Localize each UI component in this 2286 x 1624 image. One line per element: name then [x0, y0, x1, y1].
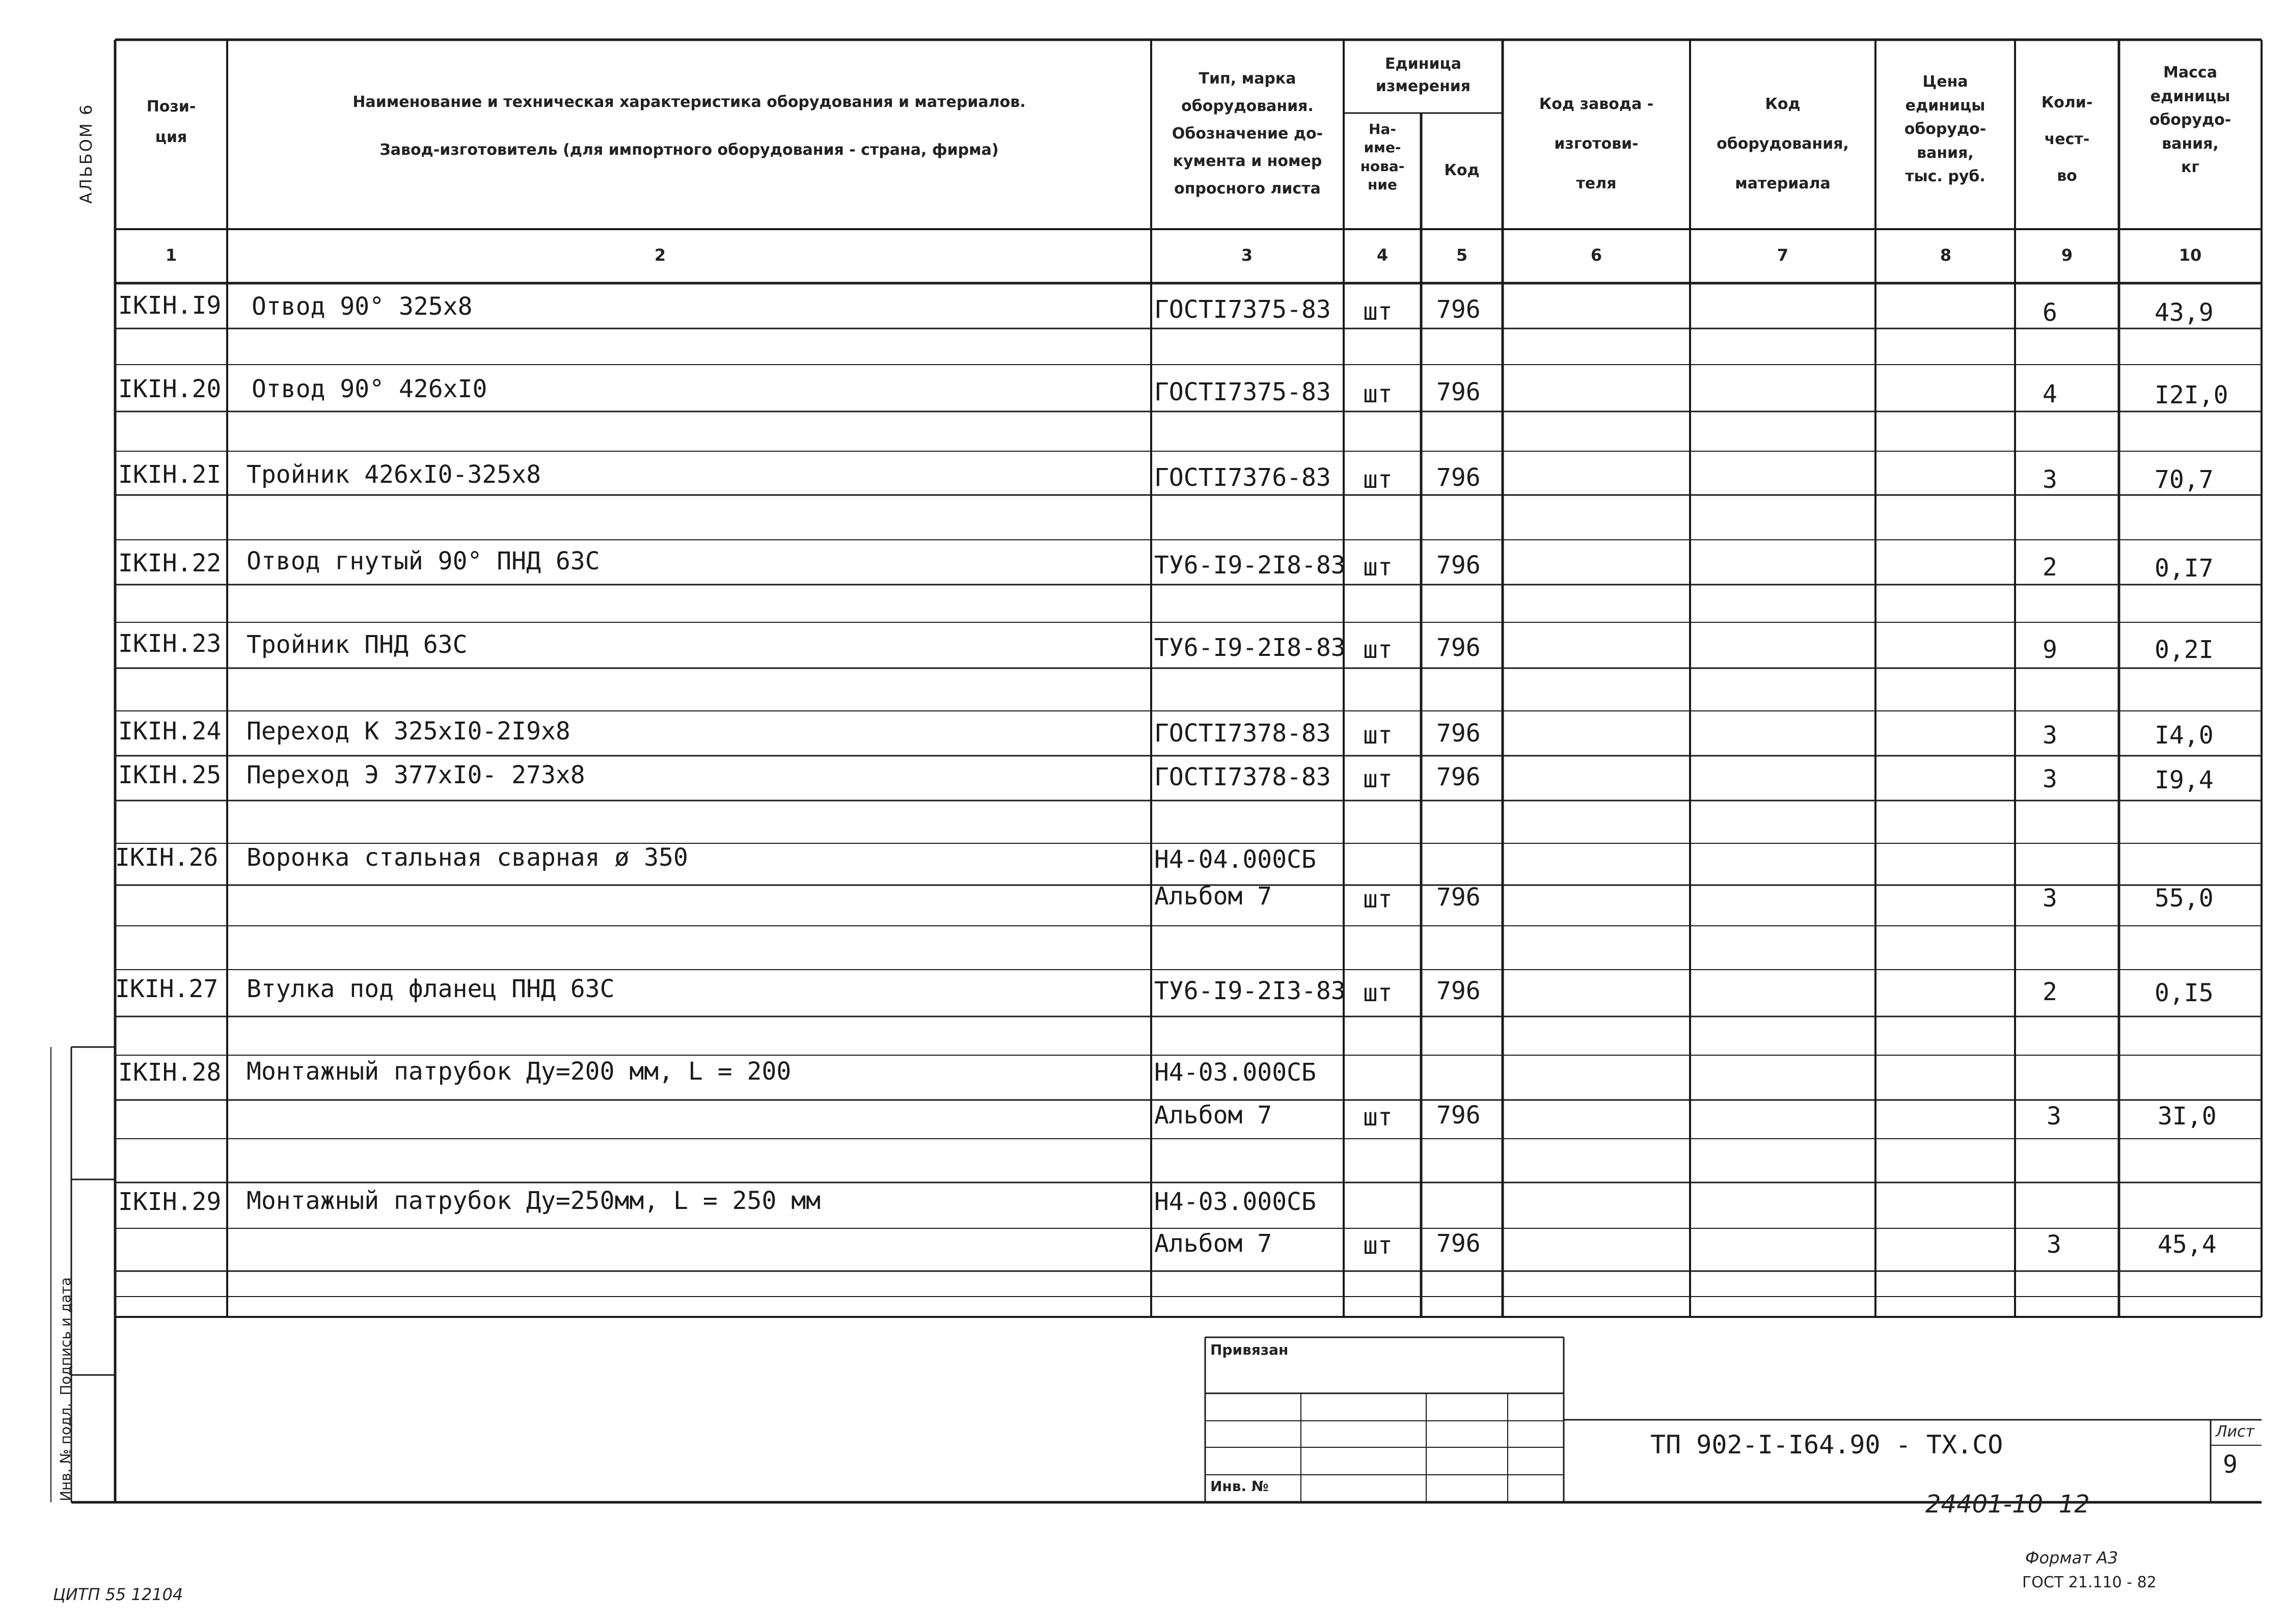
header-quantity: Коли- чест- во	[2041, 94, 2093, 185]
row-position: IKIH.28	[118, 1058, 222, 1087]
row-type-secondary: Альбом 7	[1154, 1101, 1272, 1130]
row-type: ТУ6-I9-2I3-83	[1154, 977, 1346, 1005]
row-position: IKIH.25	[118, 761, 222, 789]
row-unit: шт	[1363, 297, 1393, 326]
format-label: Формат А3	[2025, 1548, 2118, 1567]
row-name: Отвод 90° 325х8	[252, 292, 473, 321]
row-name: Переход К 325хI0-2I9х8	[247, 717, 570, 746]
row-qty: 3	[2043, 765, 2057, 793]
header-type: Тип, марка оборудования. Обозначение до- кумента и номер опросного листа	[1172, 70, 1323, 198]
inv-orig-label: Инв. № подл.	[57, 1402, 74, 1501]
header-price: Цена единицы оборудо- вания, тыс. руб.	[1904, 73, 1986, 185]
row-code: 796	[1436, 977, 1481, 1005]
row-unit: шт	[1363, 465, 1393, 494]
handwritten-number: 24401-10 12	[1925, 1490, 2090, 1519]
row-type: ГОСТI7375-83	[1154, 295, 1331, 324]
row-mass: 45,4	[2158, 1230, 2217, 1259]
col-number-10: 10	[2179, 245, 2202, 265]
row-code: 796	[1436, 463, 1481, 492]
row-position: IKIH.24	[118, 717, 222, 746]
row-qty: 3	[2043, 884, 2057, 913]
row-code: 796	[1436, 719, 1481, 748]
row-position: IKIH.2I	[118, 460, 222, 489]
row-unit: шт	[1363, 721, 1393, 750]
row-unit: шт	[1363, 380, 1393, 408]
col-number-6: 6	[1590, 245, 1602, 265]
col-number-3: 3	[1241, 245, 1253, 265]
row-mass: I4,0	[2155, 721, 2214, 750]
inventory-label: Инв. №	[1210, 1478, 1269, 1495]
row-type: ГОСТI7378-83	[1154, 763, 1331, 791]
row-mass: 70,7	[2155, 465, 2214, 494]
row-code: 796	[1436, 634, 1481, 662]
row-code: 796	[1436, 551, 1481, 580]
row-mass: 0,I7	[2155, 554, 2214, 583]
col-number-7: 7	[1777, 245, 1789, 265]
row-type: Н4-03.000СБ	[1154, 1058, 1316, 1087]
row-qty: 2	[2043, 553, 2057, 582]
row-mass: I2I,0	[2155, 381, 2228, 409]
row-unit: шт	[1363, 765, 1393, 793]
row-type: ГОСТI7376-83	[1154, 463, 1331, 492]
row-type-secondary: Альбом 7	[1154, 1229, 1272, 1258]
row-qty: 9	[2043, 636, 2057, 664]
header-equipment-code: Код оборудования, материала	[1717, 95, 1849, 192]
row-position: IKIH.22	[118, 549, 222, 577]
row-unit: шт	[1363, 1231, 1393, 1260]
bound-label: Привязан	[1210, 1341, 1289, 1358]
header-unit-name: На- име- нова- ние	[1360, 121, 1405, 194]
row-position: IKIH.23	[118, 629, 222, 658]
row-qty: 3	[2043, 721, 2057, 750]
col-number-2: 2	[654, 245, 666, 265]
row-position: IKIH.20	[118, 375, 222, 403]
row-position: IKIH.27	[115, 975, 219, 1003]
sheet-label: Лист	[2216, 1423, 2255, 1441]
col-number-9: 9	[2061, 245, 2073, 265]
row-mass: I9,4	[2155, 766, 2214, 794]
printer-label: ЦИТП 55 12104	[53, 1585, 183, 1604]
album-label: АЛЬБОМ 6	[76, 103, 96, 204]
col-number-8: 8	[1940, 245, 1952, 265]
row-position: IKIH.I9	[118, 291, 222, 320]
row-type: Н4-04.000СБ	[1154, 845, 1316, 874]
row-type: ТУ6-I9-2I8-83	[1154, 634, 1346, 662]
row-type: ТУ6-I9-2I8-83	[1154, 551, 1346, 580]
row-position: IKIH.26	[115, 843, 219, 872]
row-mass: 55,0	[2155, 884, 2214, 913]
row-qty: 3	[2047, 1102, 2061, 1131]
row-unit: шт	[1363, 636, 1393, 664]
row-mass: 0,I5	[2155, 979, 2214, 1007]
header-name-line2: Завод-изготовитель (для импортного оборудования - страна, фирма)	[379, 141, 999, 159]
header-mass: Масса единицы оборудо- вания, кг	[2149, 64, 2231, 176]
header-name-line1: Наименование и техническая характеристика оборудования и материалов.	[352, 93, 1026, 111]
row-code: 796	[1436, 763, 1481, 791]
row-qty: 2	[2043, 978, 2057, 1006]
row-type-secondary: Альбом 7	[1154, 882, 1272, 911]
row-mass: 3I,0	[2158, 1102, 2217, 1131]
row-qty: 3	[2043, 465, 2057, 494]
row-mass: 0,2I	[2155, 636, 2214, 664]
col-number-1: 1	[165, 245, 177, 265]
row-qty: 6	[2043, 298, 2057, 327]
row-mass: 43,9	[2155, 298, 2214, 327]
row-code: 796	[1436, 1101, 1481, 1130]
row-position: IKIH.29	[118, 1188, 222, 1216]
header-unit-code: Код	[1444, 161, 1480, 179]
row-code: 796	[1436, 295, 1481, 324]
row-name: Воронка стальная сварная ø 350	[247, 843, 688, 872]
row-code: 796	[1436, 883, 1481, 912]
row-name: Тройник ПНД 63С	[247, 630, 468, 659]
row-name: Монтажный патрубок Ду=250мм, L = 250 мм	[247, 1187, 821, 1215]
header-position: Пози- ция	[146, 98, 196, 146]
row-name: Отвод 90° 426хI0	[252, 375, 487, 403]
row-type: ГОСТI7375-83	[1154, 378, 1331, 406]
row-type: ГОСТI7378-83	[1154, 719, 1331, 748]
row-code: 796	[1436, 378, 1481, 406]
col-number-5: 5	[1456, 245, 1468, 265]
gost-label: ГОСТ 21.110 - 82	[2022, 1574, 2157, 1591]
row-unit: шт	[1363, 553, 1393, 582]
header-plant-code: Код завода - изготови- теля	[1539, 95, 1654, 192]
col-number-4: 4	[1376, 245, 1389, 265]
row-unit: шт	[1363, 1103, 1393, 1132]
row-name: Монтажный патрубок Ду=200 мм, L = 200	[247, 1057, 792, 1086]
sign-date-label: Подпись и дата	[57, 1277, 74, 1395]
row-code: 796	[1436, 1229, 1481, 1258]
row-unit: шт	[1363, 885, 1393, 914]
row-name: Отвод гнутый 90° ПНД 63С	[247, 547, 600, 575]
row-name: Втулка под фланец ПНД 63С	[247, 975, 615, 1003]
row-name: Переход Э 377хI0- 273х8	[247, 761, 585, 789]
row-name: Тройник 426хI0-325х8	[247, 460, 541, 489]
row-qty: 3	[2047, 1230, 2061, 1259]
document-code: ТП 902-I-I64.90 - ТХ.СО	[1650, 1430, 2003, 1460]
row-qty: 4	[2043, 380, 2057, 408]
header-unit: Единица измерения	[1375, 55, 1471, 95]
row-type: Н4-03.000СБ	[1154, 1188, 1316, 1216]
sheet-number: 9	[2223, 1450, 2238, 1479]
row-unit: шт	[1363, 979, 1393, 1007]
